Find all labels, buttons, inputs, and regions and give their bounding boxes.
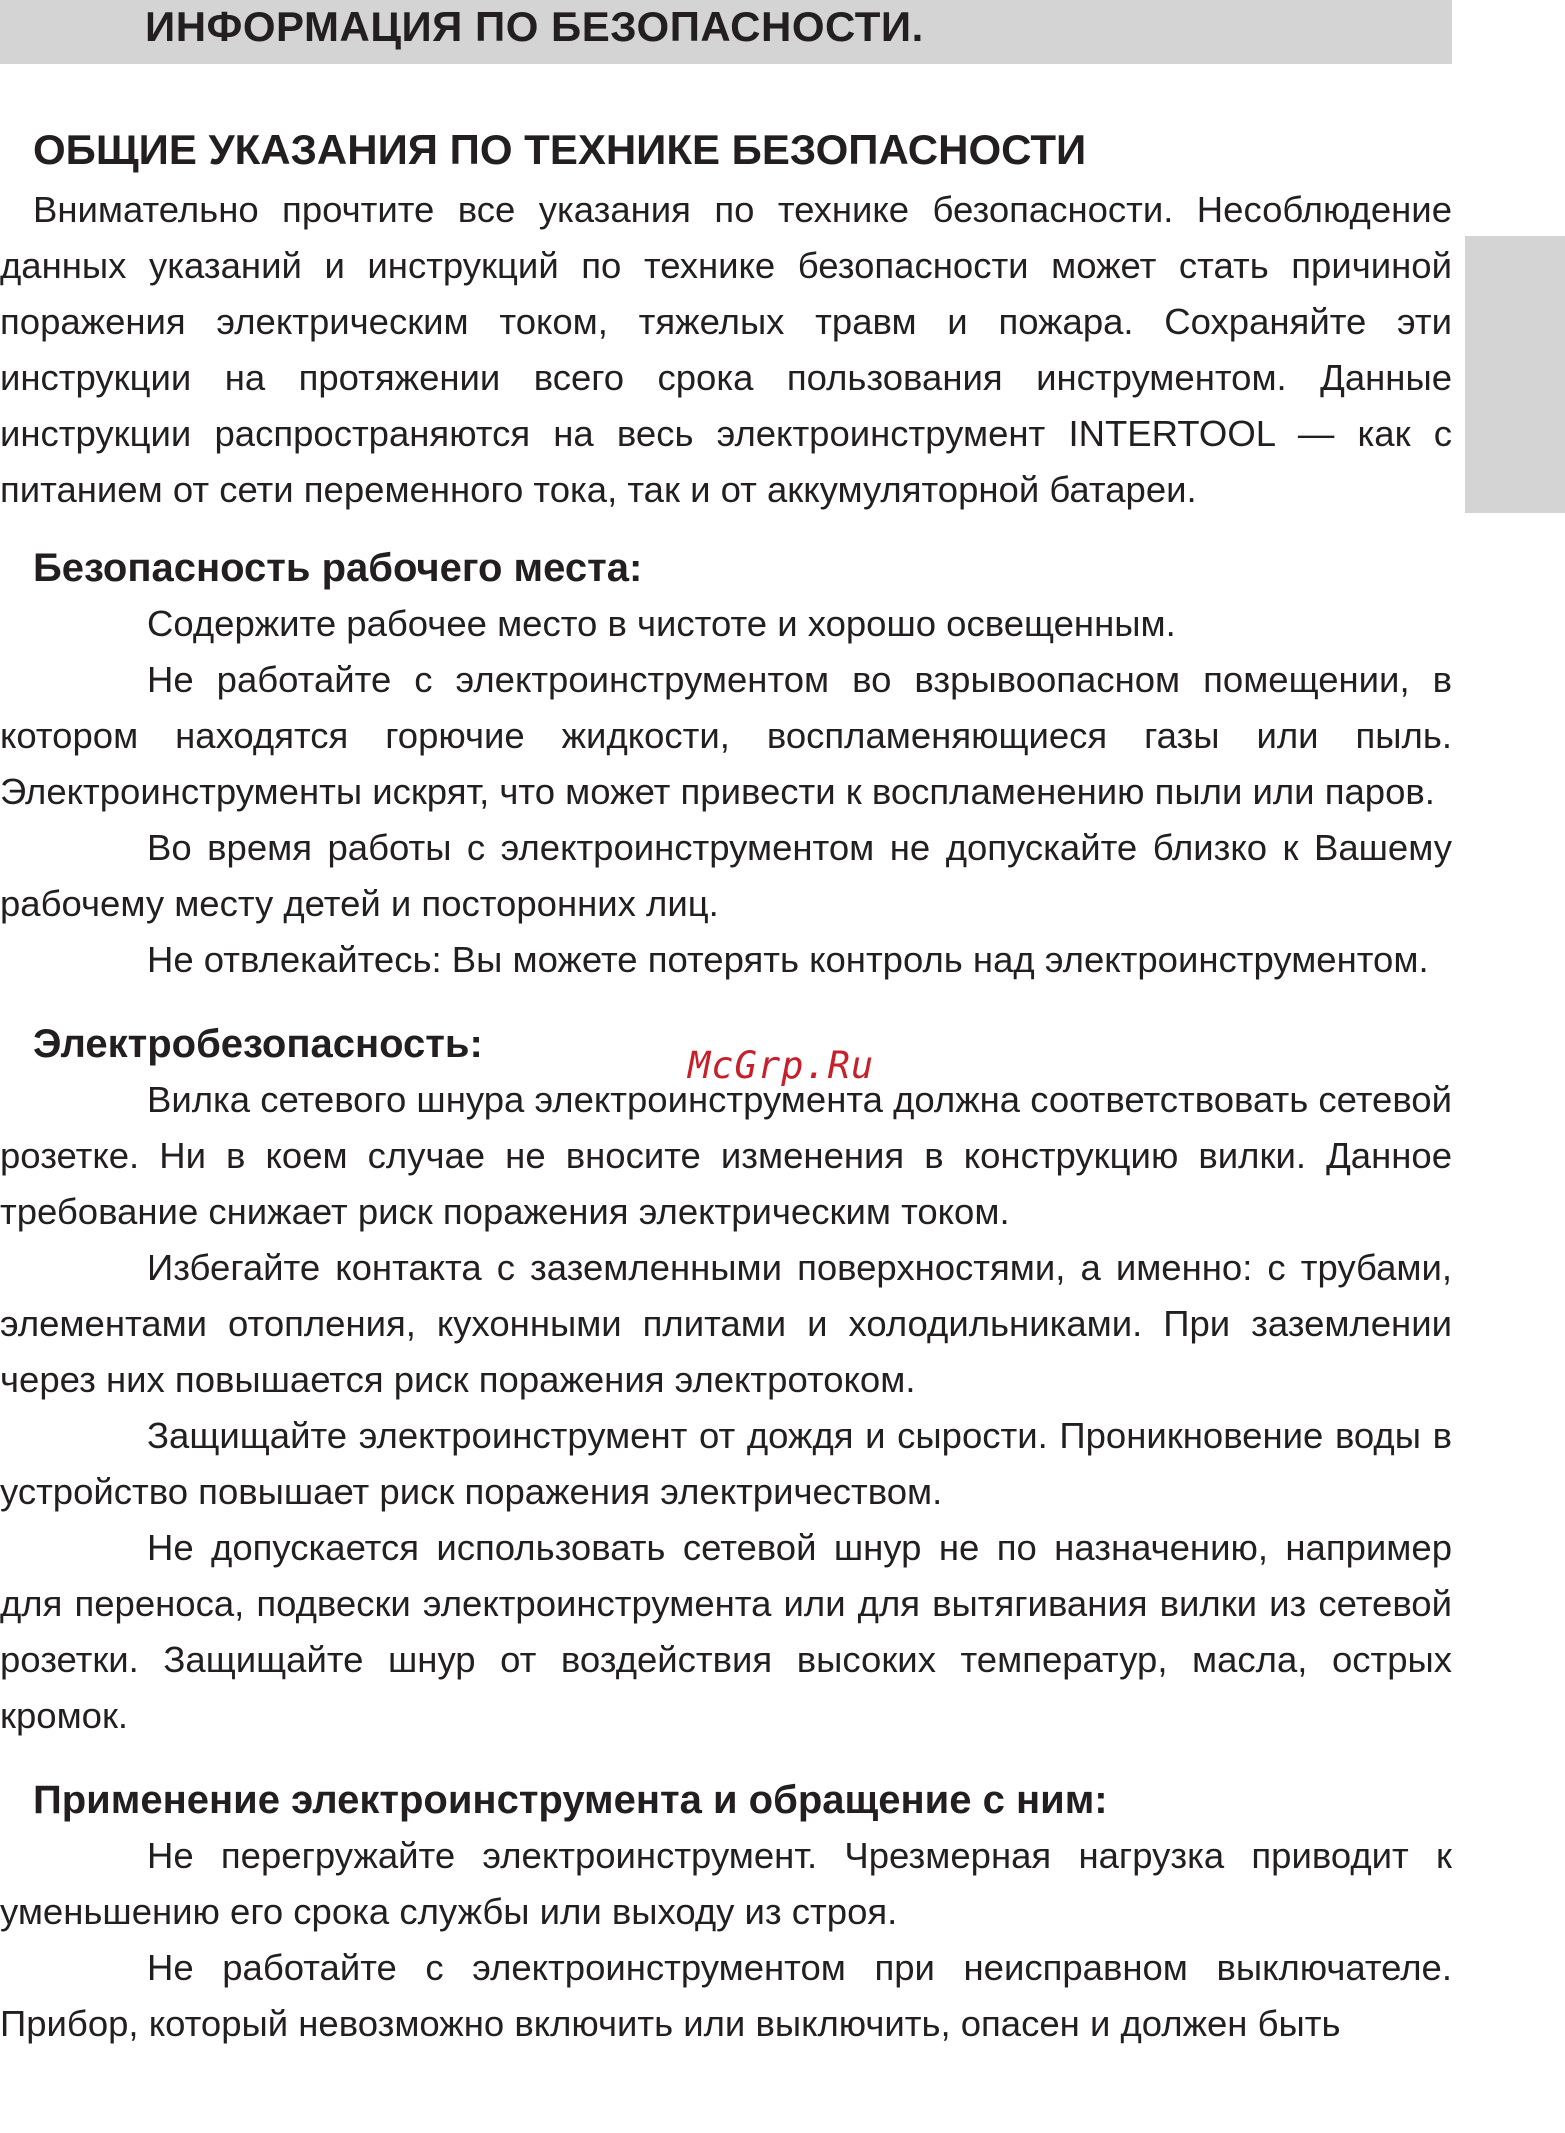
electrical-safety-heading: Электробезопасность: xyxy=(33,1022,483,1066)
side-tab-marker xyxy=(1465,236,1565,513)
electrical-paragraph-2: Избегайте контакта с заземленными поверхностями, а именно: с трубами, элементами отопления, кухонными плитами и холодильниками. При заземлении через них повышается риск поражения электротоком. xyxy=(0,1247,1452,1400)
workplace-paragraph-3: Во время работы с электроинструментом не допускайте близко к Вашему рабочему месту детей и посторонних лиц. xyxy=(0,827,1452,924)
general-safety-paragraph: Внимательно прочтите все указания по технике безопасности. Несоблюдение данных указаний и инструкций по технике безопасности может стать причиной поражения электрическим током, тяжелых травм и пожара. Сохраняйте эти инструкции на протяжении всего срока пользования инструментом. Данные инструкции распространяются на весь электроинструмент INTERTOOL — как с питанием от сети переменного тока, так и от аккумуляторной батареи. xyxy=(0,189,1452,510)
header-bar xyxy=(0,0,1452,64)
usage-paragraph-2: Не работайте с электроинструментом при неисправном выключателе. Прибор, который невозможно включить или выключить, опасен и должен быть xyxy=(0,1947,1452,2044)
workplace-paragraph-4: Не отвлекайтесь: Вы можете потерять контроль над электроинструментом. xyxy=(147,939,1429,980)
electrical-paragraph-4: Не допускается использовать сетевой шнур не по назначению, например для переноса, подвески электроинструмента или для вытягивания вилки из сетевой розетки. Защищайте шнур от воздействия высоких температур, масла, острых кромок. xyxy=(0,1527,1452,1736)
electrical-paragraph-3: Защищайте электроинструмент от дождя и сырости. Проникновение воды в устройство повышает риск поражения электричеством. xyxy=(0,1415,1452,1512)
watermark-text: McGrp.Ru xyxy=(688,1044,875,1087)
general-safety-heading: ОБЩИЕ УКАЗАНИЯ ПО ТЕХНИКЕ БЕЗОПАСНОСТИ xyxy=(33,126,1087,173)
electrical-paragraph-1: Вилка сетевого шнура электроинструмента должна соответствовать сетевой розетке. Ни в коем случае не вносите изменения в конструкцию вилки. Данное требование снижает риск поражения электрическим током. xyxy=(0,1079,1452,1232)
page-title: ИНФОРМАЦИЯ ПО БЕЗОПАСНОСТИ. xyxy=(145,3,924,50)
workplace-paragraph-2: Не работайте с электроинструментом во взрывоопасном помещении, в котором находятся горючие жидкости, воспламеняющиеся газы или пыль. Электроинструменты искрят, что может привести к воспламенению пыли или паров. xyxy=(0,659,1452,812)
workplace-safety-heading: Безопасность рабочего места: xyxy=(33,546,643,590)
usage-paragraph-1: Не перегружайте электроинструмент. Чрезмерная нагрузка приводит к уменьшению его срока службы или выходу из строя. xyxy=(0,1835,1452,1932)
workplace-paragraph-1: Содержите рабочее место в чистоте и хорошо освещенным. xyxy=(147,603,1176,644)
tool-usage-heading: Применение электроинструмента и обращение с ним: xyxy=(33,1778,1108,1822)
